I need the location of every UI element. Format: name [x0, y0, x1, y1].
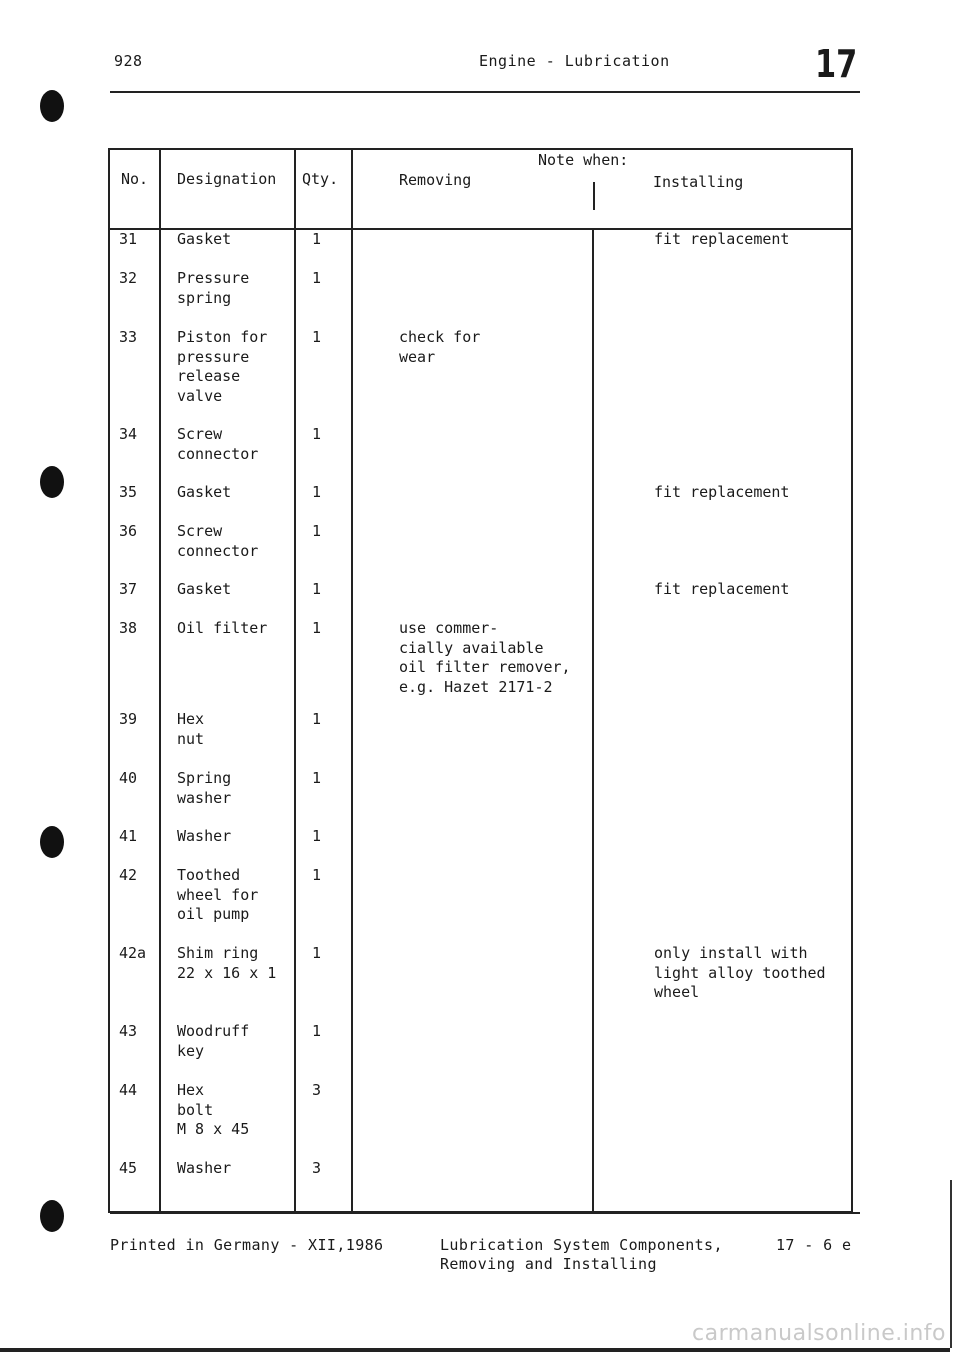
table-row: [109, 229, 852, 269]
item-qty: 3: [295, 1081, 352, 1159]
item-qty: 1: [295, 827, 352, 866]
item-number: 42a: [119, 944, 147, 962]
col-header-designation: Designation: [160, 149, 295, 229]
item-removing-note: [352, 483, 593, 522]
item-qty: 1: [295, 619, 352, 710]
table-row: [109, 944, 852, 1022]
col-header-removing: Removing: [399, 171, 472, 189]
footer-rule: [110, 1212, 860, 1214]
item-removing-note: [352, 229, 593, 269]
item-installing-note: [593, 328, 852, 425]
item-removing-note: [352, 944, 593, 1022]
item-designation: Oil filter: [160, 619, 295, 710]
item-installing-note: [593, 522, 852, 580]
item-number: 33: [119, 328, 138, 346]
item-removing-note: [352, 769, 593, 827]
item-removing-note: [352, 866, 593, 944]
item-qty: 1: [295, 425, 352, 483]
item-removing-note: [352, 710, 593, 769]
table-row: [109, 619, 852, 710]
binder-hole: [40, 826, 64, 858]
item-removing-note: [352, 580, 593, 619]
col-header-no: No.: [109, 149, 160, 229]
item-designation: Gasket: [160, 580, 295, 619]
header-rule: [110, 91, 860, 93]
table-row: [109, 710, 852, 769]
item-designation: Woodruff key: [160, 1022, 295, 1081]
item-designation: Gasket: [160, 229, 295, 269]
table-row: [109, 827, 852, 866]
item-number: 40: [119, 769, 138, 787]
table-row: [109, 866, 852, 944]
item-installing-note: [593, 1022, 852, 1081]
item-qty: 1: [295, 269, 352, 328]
item-designation: Spring washer: [160, 769, 295, 827]
item-qty: 3: [295, 1159, 352, 1212]
item-designation: Hex nut: [160, 710, 295, 769]
item-qty: 1: [295, 229, 352, 269]
item-qty: 1: [295, 944, 352, 1022]
header-model: 928: [114, 52, 143, 70]
item-number: 37: [119, 580, 138, 598]
item-designation: Piston for pressure release valve: [160, 328, 295, 425]
item-number: 43: [119, 1022, 138, 1040]
item-installing-note: [593, 619, 852, 710]
item-designation: Washer: [160, 1159, 295, 1212]
item-installing-note: [593, 425, 852, 483]
note-when-label: Note when:: [538, 151, 629, 169]
item-qty: 1: [295, 710, 352, 769]
item-installing-note: [593, 769, 852, 827]
table-row: [109, 425, 852, 483]
table-row: [109, 1159, 852, 1212]
item-qty: 1: [295, 522, 352, 580]
item-installing-note: fit replacement: [593, 580, 852, 619]
parts-table: [108, 148, 853, 1213]
item-qty: 1: [295, 328, 352, 425]
item-number: 31: [119, 230, 138, 248]
item-qty: 1: [295, 866, 352, 944]
item-removing-note: [352, 1081, 593, 1159]
item-installing-note: [593, 1081, 852, 1159]
item-qty: 1: [295, 769, 352, 827]
item-number: 32: [119, 269, 138, 287]
footer-page-number: 17 - 6 e: [776, 1236, 852, 1254]
item-removing-note: check for wear: [352, 328, 593, 425]
note-divider: [593, 182, 595, 210]
item-removing-note: [352, 1159, 593, 1212]
item-installing-note: [593, 866, 852, 944]
page-edge: [0, 1348, 950, 1352]
item-designation: Gasket: [160, 483, 295, 522]
item-qty: 1: [295, 1022, 352, 1081]
item-installing-note: fit replacement: [593, 229, 852, 269]
item-installing-note: [593, 827, 852, 866]
item-qty: 1: [295, 580, 352, 619]
item-number: 35: [119, 483, 138, 501]
binder-hole: [40, 466, 64, 498]
table-row: [109, 522, 852, 580]
col-header-installing: Installing: [653, 173, 744, 191]
item-designation: Washer: [160, 827, 295, 866]
item-designation: Pressure spring: [160, 269, 295, 328]
item-installing-note: fit replacement: [593, 483, 852, 522]
item-removing-note: [352, 1022, 593, 1081]
item-removing-note: [352, 425, 593, 483]
item-qty: 1: [295, 483, 352, 522]
watermark: carmanualsonline.info: [692, 1321, 946, 1346]
item-number: 45: [119, 1159, 138, 1177]
item-installing-note: [593, 269, 852, 328]
page-edge: [950, 1180, 952, 1348]
item-designation: Toothed wheel for oil pump: [160, 866, 295, 944]
item-designation: Shim ring 22 x 16 x 1: [160, 944, 295, 1022]
footer-printed: Printed in Germany - XII,1986: [110, 1236, 384, 1254]
table-row: [109, 769, 852, 827]
item-designation: Screw connector: [160, 522, 295, 580]
item-designation: Screw connector: [160, 425, 295, 483]
item-number: 38: [119, 619, 138, 637]
item-installing-note: only install with light alloy toothed wheel: [593, 944, 852, 1022]
item-designation: Hex bolt M 8 x 45: [160, 1081, 295, 1159]
table-row: [109, 483, 852, 522]
item-removing-note: [352, 269, 593, 328]
item-number: 44: [119, 1081, 138, 1099]
col-header-note: [352, 149, 852, 229]
item-removing-note: [352, 522, 593, 580]
header-title: Engine - Lubrication: [479, 52, 670, 70]
binder-hole: [40, 90, 64, 122]
item-removing-note: [352, 827, 593, 866]
item-installing-note: [593, 1159, 852, 1212]
table-row: [109, 269, 852, 328]
item-number: 42: [119, 866, 138, 884]
item-installing-note: [593, 710, 852, 769]
col-header-qty: Qty.: [295, 149, 352, 229]
item-number: 41: [119, 827, 138, 845]
binder-hole: [40, 1200, 64, 1232]
footer-description: Lubrication System Components, Removing and Installing: [440, 1236, 723, 1273]
table-row: [109, 580, 852, 619]
table-header-row: [109, 149, 852, 229]
item-number: 34: [119, 425, 138, 443]
table-row: [109, 328, 852, 425]
item-number: 36: [119, 522, 138, 540]
table-row: [109, 1081, 852, 1159]
item-removing-note: use commer- cially available oil filter remover, e.g. Hazet 2171-2: [352, 619, 593, 710]
table-row: [109, 1022, 852, 1081]
section-number: 17: [815, 42, 858, 86]
item-number: 39: [119, 710, 138, 728]
